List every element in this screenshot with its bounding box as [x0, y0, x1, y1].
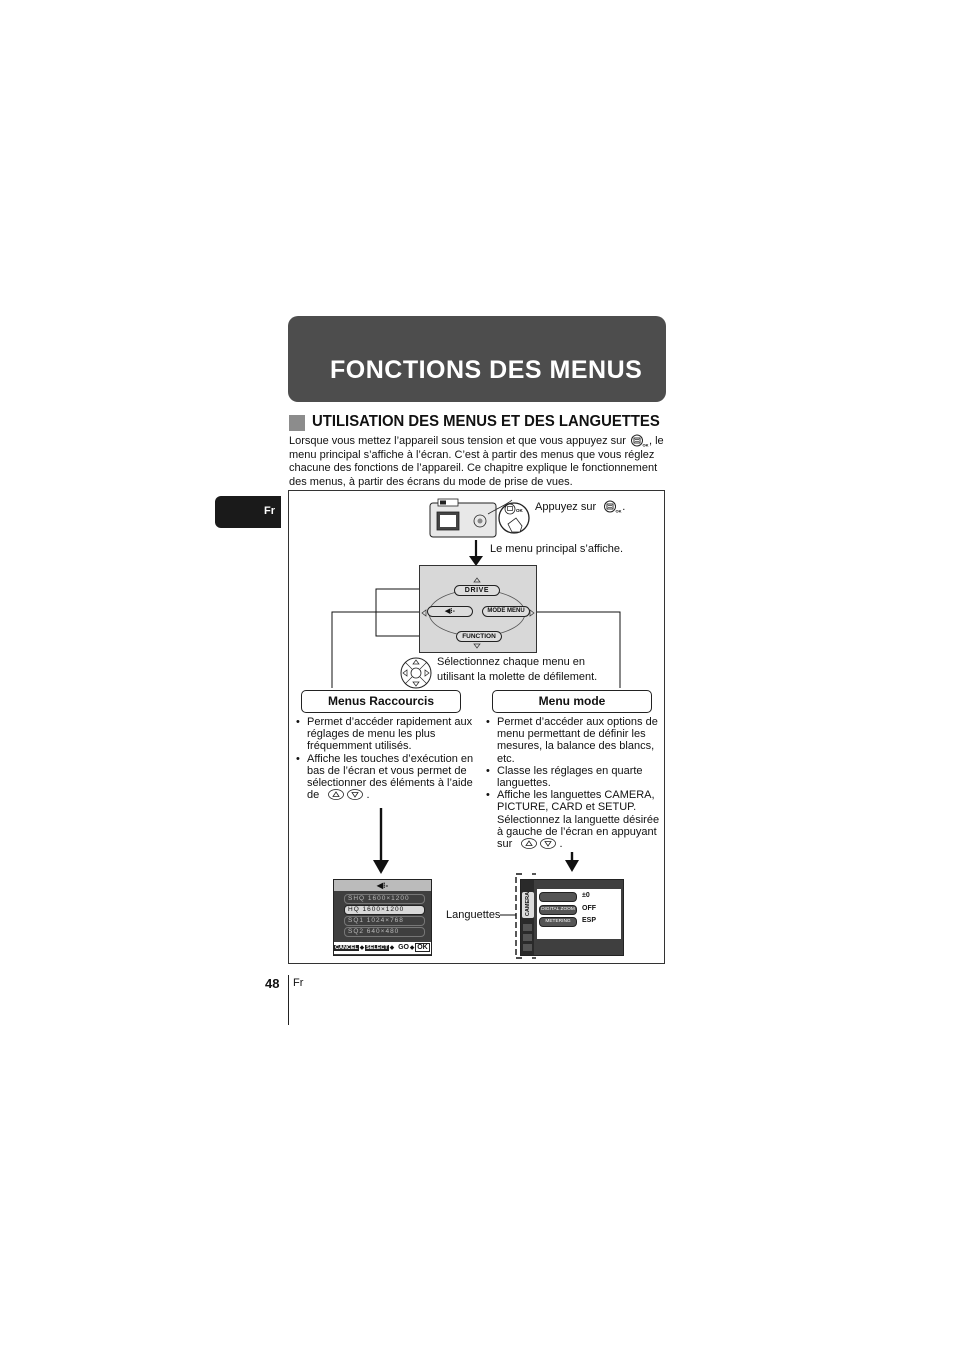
card-tab[interactable] [523, 934, 532, 941]
svg-text:OK: OK [642, 442, 649, 447]
section-title: UTILISATION DES MENUS ET DES LANGUETTES [312, 413, 660, 430]
press-label [535, 500, 625, 513]
down-arrow-button-icon [540, 838, 556, 849]
menu-ok-button-icon [629, 434, 649, 447]
select-instruction-line-2: utilisant la molette de défilement. [437, 671, 598, 683]
mode-menu-bullets [486, 716, 661, 850]
shortcut-bullet-with-icons [296, 753, 474, 802]
select-instruction-line-1: Sélectionnez chaque menu en [437, 656, 585, 668]
intro-paragraph [289, 434, 669, 489]
svg-text:OK: OK [615, 508, 622, 513]
mode-bullet-with-icons [486, 789, 661, 850]
up-arrow-button-icon [521, 838, 537, 849]
quality-option-row[interactable]: SQ1 1024×768 [344, 916, 425, 926]
camera-tab-label: CAMERA [525, 891, 531, 917]
arrow-pad-icon [400, 657, 432, 689]
setup-tab[interactable] [523, 944, 532, 951]
mode-bullet: • Permet d’accéder aux options de menu permettant de définir les mesures, la balance des blancs, etc. [486, 716, 661, 765]
mode-settings-panel [537, 889, 621, 939]
mode-bullet-text: Affiche les languettes CAMERA, PICTURE, CARD et SETUP. Sélectionnez la languette désirée à gauche de l’écran en appuyant sur [497, 789, 660, 851]
svg-text:OK: OK [516, 508, 523, 513]
digital-zoom-setting[interactable]: DIGITAL ZOOM [539, 905, 577, 915]
quality-option-row[interactable]: SHQ 1600×1200 [344, 894, 425, 904]
metering-setting[interactable]: METERING [539, 917, 577, 927]
shortcut-menu-title: Menus Raccourcis [301, 690, 461, 713]
exposure-value: ±0 [582, 892, 590, 899]
tabs-label: Languettes [446, 909, 501, 921]
quality-option-row-selected[interactable]: HQ 1600×1200 [344, 905, 425, 915]
shortcut-screen-header: ◀⁝- [334, 880, 431, 891]
mode-menu-screen [520, 879, 624, 956]
down-arrow-button-icon [347, 789, 363, 800]
quality-option-row[interactable]: SQ2 640×480 [344, 927, 425, 937]
shortcut-menu-bullets [296, 716, 474, 801]
language-tab [215, 496, 281, 528]
shortcut-bullet-text: Affiche les touches d’exécution en bas de l’écran et vous permet de sélectionner des éléments à l’aide de [307, 752, 474, 802]
shortcut-menu-screen [333, 879, 432, 956]
mode-bullet-end: . [559, 838, 563, 851]
select-key[interactable]: SELECT [366, 945, 388, 951]
camera-illustration-icon [428, 494, 533, 542]
press-label-text: Appuyez sur [535, 501, 597, 513]
shortcut-menu-item[interactable]: ◀⁝- [427, 606, 473, 617]
intro-text-1: Lorsque vous mettez l’appareil sous tension et que vous appuyez sur [289, 435, 626, 447]
mode-bullet: • Classe les réglages en quarte languettes. [486, 765, 661, 789]
footer-rule [288, 975, 289, 1025]
metering-value: ESP [582, 917, 597, 924]
main-menu-screen [419, 565, 537, 653]
cancel-key[interactable]: CANCEL [335, 945, 358, 951]
page-number: 48 [265, 976, 280, 991]
shortcut-bullet-end: . [366, 789, 370, 802]
chapter-title: FONCTIONS DES MENUS [330, 356, 643, 384]
select-instruction [437, 655, 597, 685]
digital-zoom-value: OFF [582, 905, 596, 912]
menu-ok-button-icon [602, 500, 622, 513]
press-label-dot: . [622, 501, 626, 513]
camera-tab[interactable] [522, 892, 534, 918]
picture-tab[interactable] [523, 924, 532, 931]
footer-language: Fr [293, 977, 304, 989]
mode-menu-item[interactable]: MODE MENU [482, 606, 530, 617]
ok-key[interactable]: OK [417, 944, 428, 951]
go-key[interactable]: GO [398, 944, 409, 951]
main-menu-label: Le menu principal s’affiche. [490, 543, 624, 555]
function-menu-item[interactable]: FUNCTION [456, 631, 502, 642]
section-marker [289, 415, 305, 431]
shortcut-screen-footer: CANCEL ◆ SELECT ◆ GO◆ OK [334, 942, 431, 954]
language-tab-label: Fr [264, 505, 275, 517]
up-arrow-button-icon [328, 789, 344, 800]
mode-menu-title: Menu mode [492, 690, 652, 713]
drive-menu-item[interactable]: DRIVE [454, 585, 500, 596]
shortcut-bullet: • Permet d’accéder rapidement aux réglages de menu les plus fréquemment utilisés. [296, 716, 474, 753]
intro-text-2: , le menu principal s’affiche à l’écran. C’est à partir des menus que vous réglez chacune des fonctions de l’appareil. Ce chapitre explique le fonctionnement des menus, à partir des écrans du mode de prise de vues. [289, 435, 664, 488]
exposure-setting[interactable] [539, 892, 577, 902]
